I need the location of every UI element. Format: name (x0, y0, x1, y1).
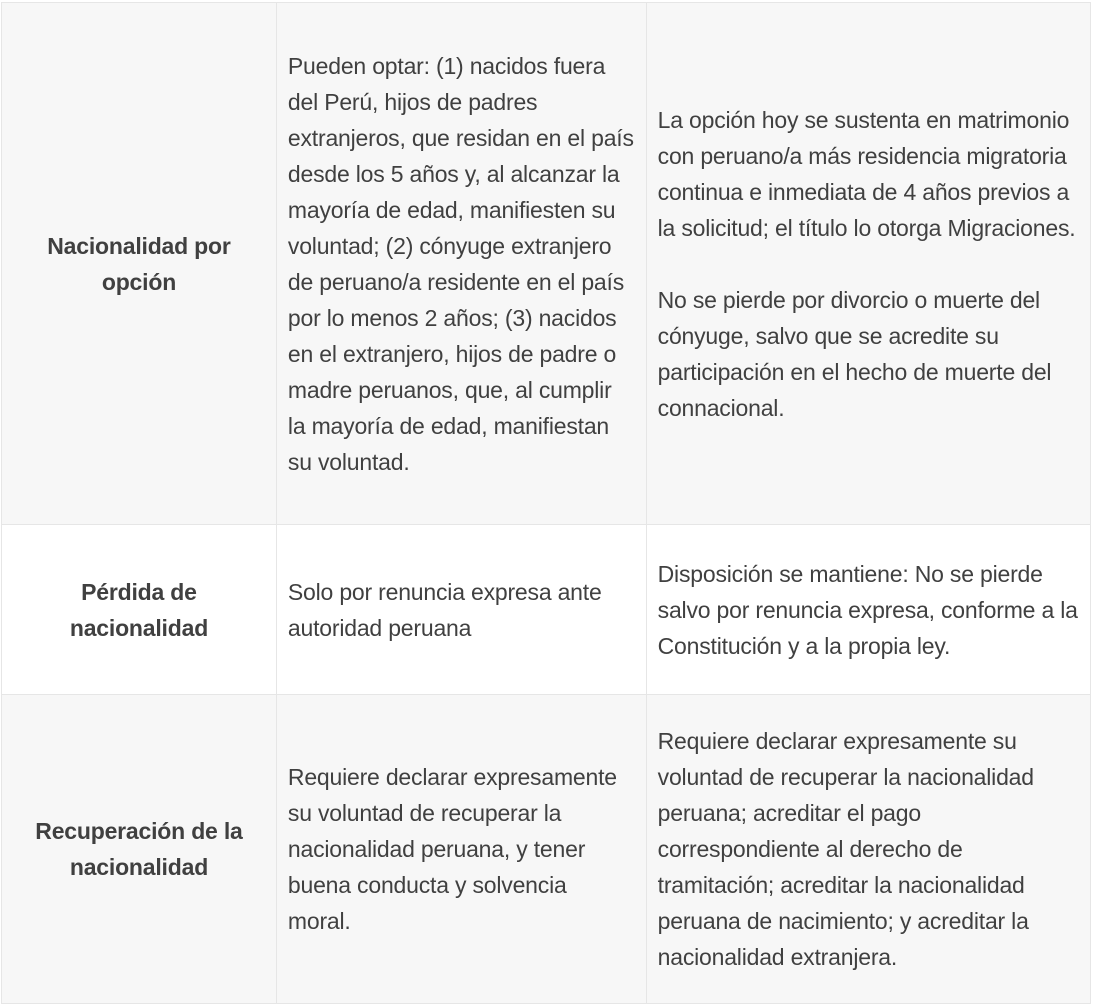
table-row-perdida-de-nacionalidad (2, 525, 1091, 695)
current-paragraph: Disposición se mantiene: No se pierde salvo por renuncia expresa, conforme a la Constitución y a la propia ley. (657, 560, 1078, 659)
current-regulation-cell (646, 695, 1090, 1004)
previous-regulation-cell: Requiere declarar expresamente su voluntad de recuperar la nacionalidad peruana, y tener buena conducta y solvencia moral. (276, 695, 646, 1004)
table-row-nacionalidad-por-opcion (2, 3, 1091, 525)
current-regulation-cell (646, 525, 1090, 695)
current-regulation-cell (646, 3, 1090, 525)
current-paragraph: Requiere declarar expresamente su voluntad de recuperar la nacionalidad peruana; acreditar el pago correspondiente al derecho de tramitación; acreditar la nacionalidad peruana de nacimiento; y acreditar la nacionalidad extranjera. (657, 728, 1034, 970)
current-paragraph: No se pierde por divorcio o muerte del cónyuge, salvo que se acredite su participación en el hecho de muerte del connacional. (657, 286, 1052, 421)
comparison-table (1, 2, 1091, 1004)
row-label: Pérdida de nacionalidad (2, 525, 277, 695)
table-row-recuperacion-de-la-nacionalidad (2, 695, 1091, 1004)
previous-regulation-cell: Solo por renuncia expresa ante autoridad peruana (276, 525, 646, 695)
current-paragraph: La opción hoy se sustenta en matrimonio con peruano/a más residencia migratoria continua e inmediata de 4 años previos a la solicitud; el título lo otorga Migraciones. (657, 106, 1076, 241)
row-label: Recuperación de la nacionalidad (2, 695, 277, 1004)
previous-regulation-cell: Pueden optar: (1) nacidos fuera del Perú, hijos de padres extranjeros, que residan en el país desde los 5 años y, al alcanzar la mayoría de edad, manifiesten su voluntad; (2) cónyuge extranjero de peruano/a residente en el país por lo menos 2 años; (3) nacidos en el extranjero, hijos de padre o madre peruanos, que, al cumplir la mayoría de edad, manifiestan su voluntad. (276, 3, 646, 525)
row-label: Nacionalidad por opción (2, 3, 277, 525)
